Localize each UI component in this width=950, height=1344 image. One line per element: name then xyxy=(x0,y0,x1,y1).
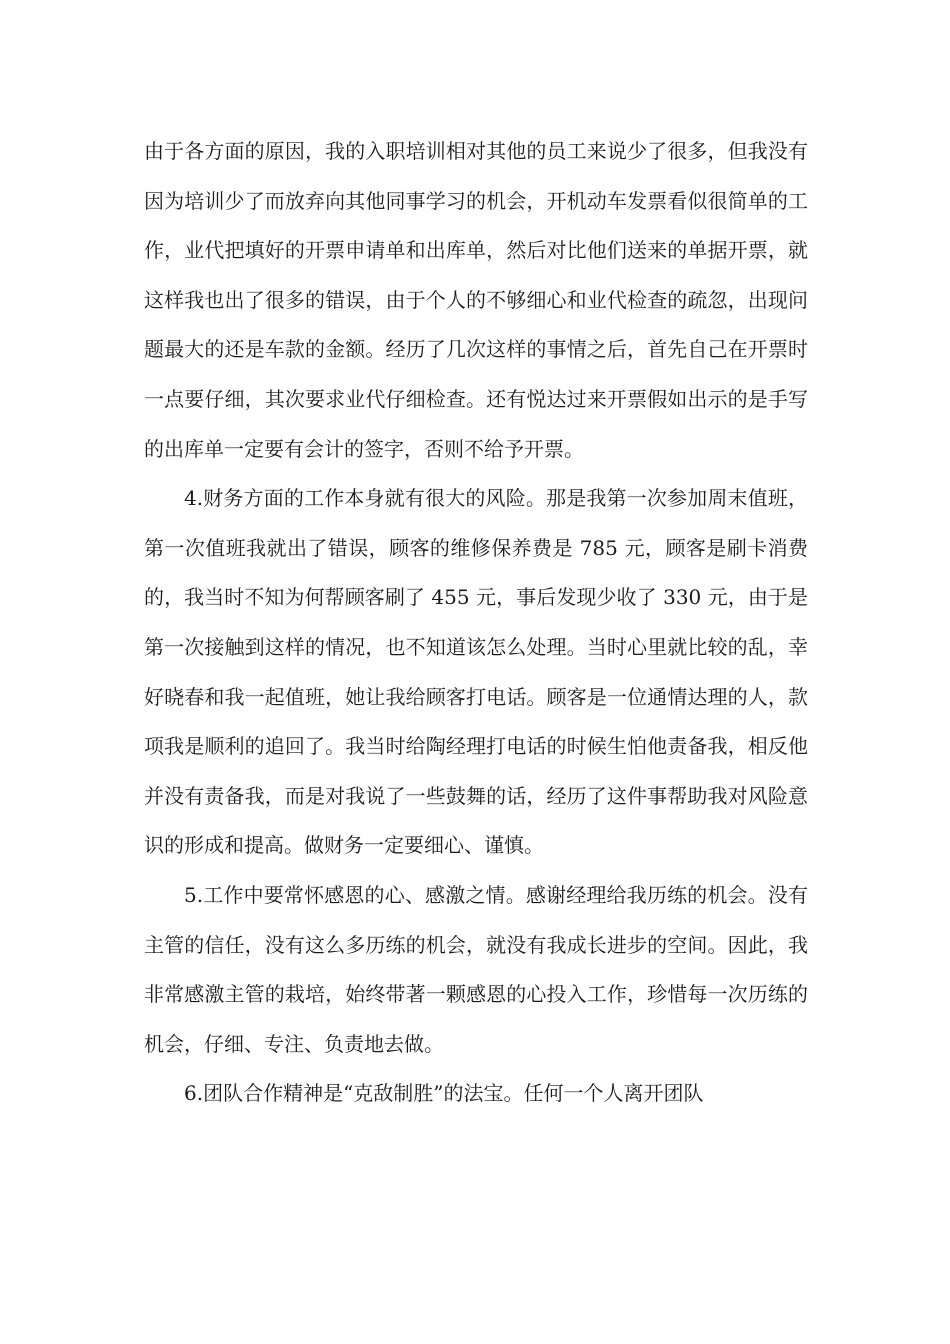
document-body xyxy=(144,127,808,1119)
paragraph-item-5: 5.工作中要常怀感恩的心、感激之情。感谢经理给我历练的机会。没有主管的信任，没有这么多历练的机会，就没有我成长进步的空间。因此，我非常感激主管的栽培，始终带著一颗感恩的心投入工作，珍惜每一次历练的机会，仔细、专注、负责地去做。 xyxy=(144,882,808,1056)
paragraph-continuation: 由于各方面的原因，我的入职培训相对其他的员工来说少了很多，但我没有因为培训少了而放弃向其他同事学习的机会，开机动车发票看似很简单的工作，业代把填好的开票申请单和出库单，然后对比他们送来的单据开票，就这样我也出了很多的错误，由于个人的不够细心和业代检查的疏忽，出现问题最大的还是车款的金额。经历了几次这样的事情之后，首先自己在开票时一点要仔细，其次要求业代仔细检查。还有悦达过来开票假如出示的是手写的出库单一定要有会计的签字，否则不给予开票。 xyxy=(144,139,808,461)
paragraph-item-4: 4.财务方面的工作本身就有很大的风险。那是我第一次参加周末值班，第一次值班我就出了错误，顾客的维修保养费是 785 元，顾客是刷卡消费的，我当时不知为何帮顾客刷了 455 元，事后发现少收了 330 元，由于是第一次接触到这样的情况，也不知道该怎么处理。当时心里就比较的乱，幸好晓春和我一起值班，她让我给顾客打电话。顾客是一位通情达理的人，款项我是顺利的追回了。我当时给陶经理打电话的时候生怕他责备我，相反他并没有责备我，而是对我说了一些鼓舞的话，经历了这件事帮助我对风险意识的形成和提高。做财务一定要细心、谨慎。 xyxy=(144,486,808,858)
paragraph-item-6: 6.团队合作精神是“克敌制胜”的法宝。任何一个人离开团队 xyxy=(184,1081,704,1106)
